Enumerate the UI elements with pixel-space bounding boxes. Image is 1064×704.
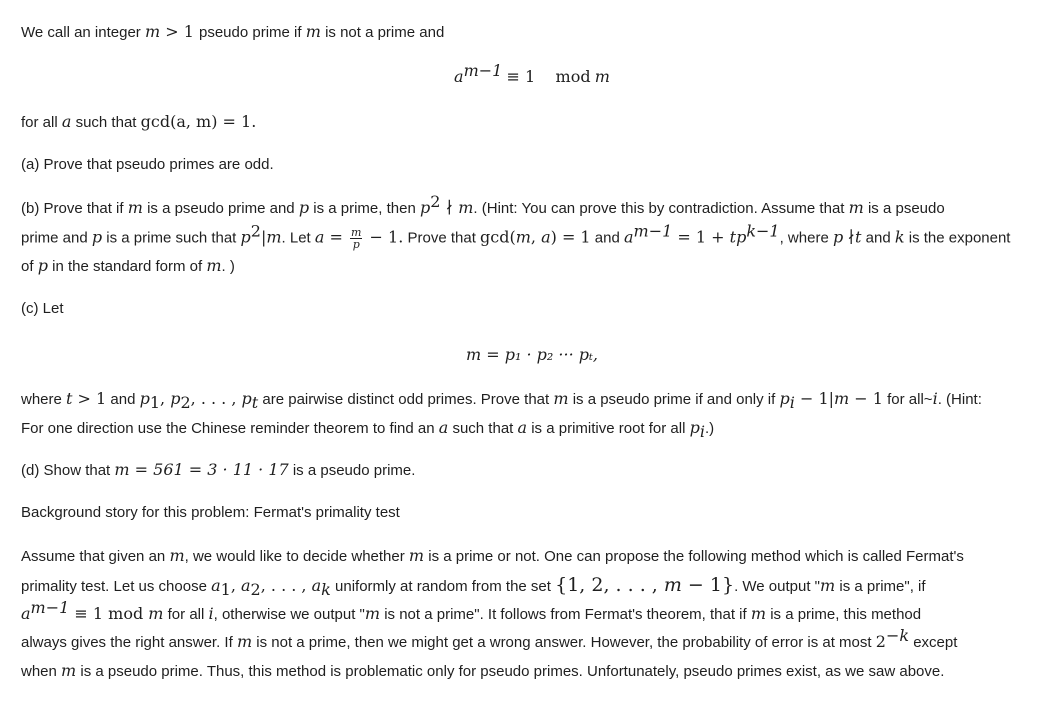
part-c-label: (c) Let: [21, 300, 64, 317]
background-heading: Background story for this problem: Fermat's primality test: [21, 504, 400, 521]
para-line-2: primality test. Let us choose $a_1$, $a_2$, . . . , $a_k$ uniformly at random from the set {1, 2, . . . , m − 1}. We output "m is a prime", if: [21, 574, 926, 599]
display-equation-product: m = p₁ · p₂ ··· pₜ,: [465, 345, 599, 364]
part-a: (a) Prove that pseudo primes are odd.: [21, 156, 274, 173]
intro-line: We call an integer m > 1 pseudo prime if m is not a prime and: [21, 22, 445, 41]
intro-text: is not a prime and: [325, 24, 445, 41]
part-c-line-2: For one direction use the Chinese reminder theorem to find an a such that a is a primitive root for all $p_i$.): [21, 418, 715, 441]
for-all-line: for all a such that gcd(a, m) = 1.: [21, 112, 257, 131]
para-line-5: when m is a pseudo prime. Thus, this method is problematic only for pseudo primes. Unfortunately, pseudo primes exist, as we saw above.: [21, 661, 945, 680]
part-c-line-1: where t > 1 and $p_1$, $p_2$, . . . , $p_t$ are pairwise distinct odd primes. Prove that m is a pseudo prime if and only if $p_i - 1|m - 1$ for all~i. (Hint:: [21, 389, 982, 412]
display-equation-fermat: $a^{m-1} \equiv 1$ mod m: [454, 61, 610, 86]
part-b-line-2: prime and p is a prime such that $p^2|m$. Let a = $\frac{m}{p}$ − 1. Prove that gcd(m, a) = 1 and $a^{m-1} = 1 + tp^{k-1}$, where p ∤t and k is the exponent: [21, 221, 1011, 251]
para-line-3: $a^{m-1} \equiv 1$ mod m for all i, otherwise we output "m is not a prime". It follows from Fermat's theorem, that if m is a prime, this method: [21, 598, 922, 623]
para-line-1: Assume that given an m, we would like to decide whether m is a prime or not. One can propose the following method which is called Fermat's: [21, 546, 964, 565]
part-b-line-3: of p in the standard form of m. ): [21, 256, 235, 275]
part-b-line-1: (b) Prove that if m is a pseudo prime and p is a prime, then $p^2$ ∤ m. (Hint: You can prove this by contradiction. Assume that m is a pseudo: [21, 192, 945, 217]
part-d: (d) Show that m = 561 = 3 · 11 · 17 is a pseudo prime.: [21, 460, 416, 479]
intro-text: We call an integer: [21, 24, 141, 41]
para-line-4: always gives the right answer. If m is not a prime, then we might get a wrong answer. However, the probability of error is at most $2^{-k}$ except: [21, 626, 958, 651]
intro-text: pseudo prime if: [198, 24, 302, 41]
